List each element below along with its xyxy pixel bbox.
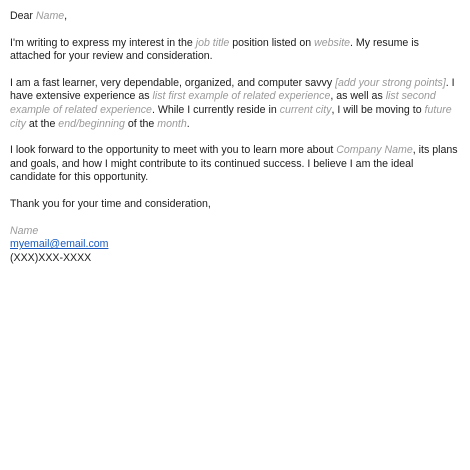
placeholder-website: website (314, 36, 351, 49)
placeholder-company-name: Company Name (336, 144, 413, 157)
text-segment: . I have extensive experience as (10, 76, 455, 103)
phone-number: (XXX)XXX-XXXX (10, 251, 92, 264)
greeting-dear: Dear (10, 10, 36, 22)
paragraph-experience (10, 77, 460, 131)
placeholder-future-city: future city (10, 103, 452, 130)
text-segment: . (186, 117, 190, 130)
text-segment: of the (124, 117, 158, 130)
placeholder-strong-points: [add your strong points] (335, 76, 446, 89)
placeholder-recipient-name: Name (35, 10, 65, 22)
signature-block (10, 225, 460, 266)
greeting-comma: , (64, 10, 68, 22)
text-segment: position listed on (229, 36, 315, 49)
text-segment: , as well as (330, 90, 386, 103)
placeholder-end-beginning: end/beginning (58, 117, 125, 130)
closing-line: Thank you for your time and consideration, (10, 197, 211, 210)
email-link[interactable]: myemail@email.com (10, 238, 109, 251)
text-segment: , its plans and goals, and how I might contribute to its continued success. I believe I am the ideal candidate for this opportunity. (10, 144, 458, 184)
placeholder-current-city: current city (279, 103, 332, 116)
text-segment: I'm writing to express my interest in the (10, 36, 196, 49)
placeholder-job-title: job title (195, 36, 230, 49)
paragraph-closing-pitch (10, 144, 460, 185)
text-segment: , I will be moving to (331, 103, 425, 116)
text-segment: I look forward to the opportunity to meet with you to learn more about (10, 144, 337, 157)
text-segment: I am a fast learner, very dependable, organized, and computer savvy (10, 76, 336, 89)
placeholder-signature-name: Name (10, 224, 39, 237)
placeholder-month: month (157, 117, 187, 130)
cover-letter (10, 10, 460, 265)
placeholder-second-experience: list second example of related experience (10, 90, 436, 116)
paragraph-interest (10, 37, 460, 64)
text-segment: at the (25, 117, 59, 130)
greeting-line (10, 10, 460, 24)
placeholder-first-experience: list first example of related experience (152, 90, 331, 103)
text-segment: . My resume is attached for your review and consideration. (10, 36, 419, 63)
text-segment: . While I currently reside in (151, 103, 280, 116)
